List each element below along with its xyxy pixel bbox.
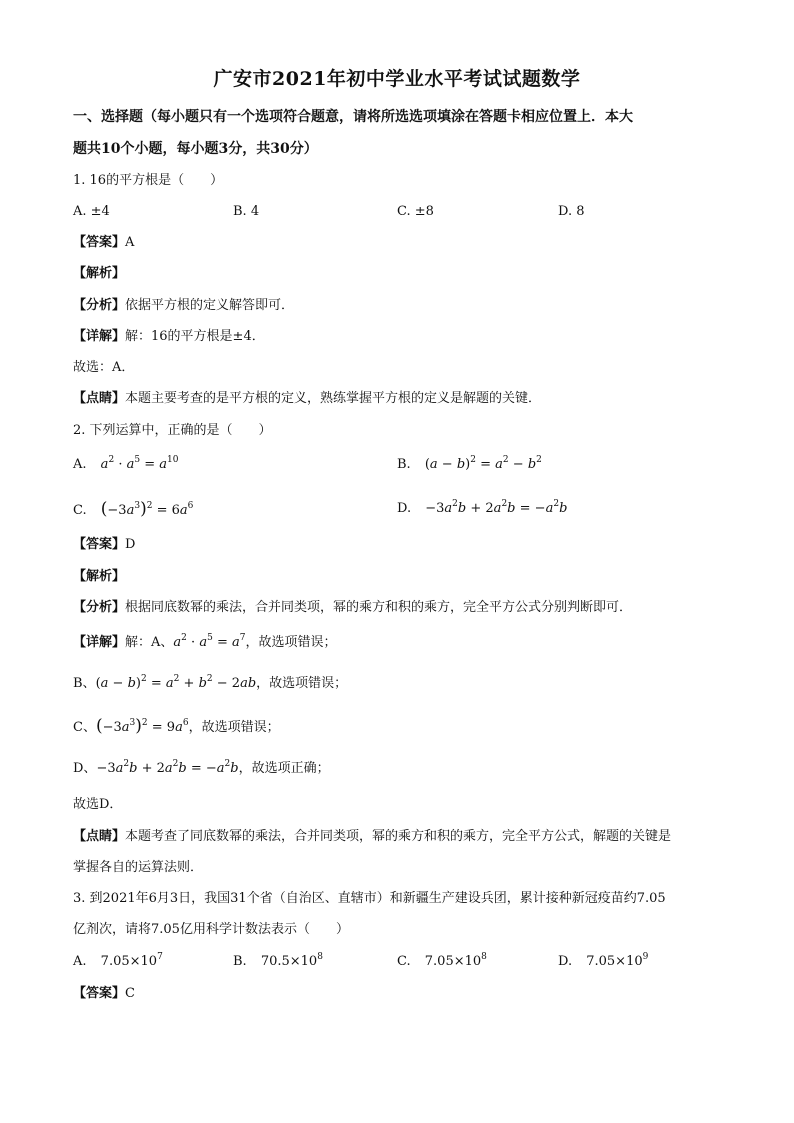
q2-xiangjie-a-formula: $a^2 \cdot a^5 = a^7$ — [173, 633, 246, 650]
q2-xiangjie-b-suffix: ，故选项错误； — [256, 676, 348, 691]
section-heading-line1: 一、选择题（每小题只有一个选项符合题意，请将所选选项填涂在答题卡相应位置上．本大 — [73, 109, 633, 125]
q2-dianjing1: 本题考查了同底数幂的乘法，合并同类项，幂的乘方和积的乘方，完全平方公式，解题的关键是 — [125, 829, 672, 844]
q1-answer: A — [125, 235, 135, 250]
q2-xiangjie-d — [73, 760, 330, 778]
q2-c-prefix: C、 — [73, 720, 96, 735]
q3-option-c — [397, 953, 487, 971]
q2-option-d-label: D. — [397, 501, 412, 516]
q2-xiangjie-b — [73, 675, 347, 693]
q3-option-b-label: B. — [233, 954, 247, 969]
q2-option-c — [73, 500, 193, 520]
q2-xiangjie-c-suffix: ，故选项错误； — [188, 720, 280, 735]
q2-option-d-formula: $-3a^2b + 2a^2b = -a^2b$ — [425, 499, 568, 516]
fenxi-tag: 【分析】 — [73, 298, 126, 313]
q1-fenxi-line — [73, 297, 294, 315]
q1-dianjing-line — [73, 390, 541, 408]
fenxi-tag: 【分析】 — [73, 600, 126, 615]
q2-option-c-label: C. — [73, 503, 87, 518]
q2-answer-line — [73, 536, 135, 554]
q3-stem-line2: 亿剂次，请将7.05亿用科学计数法表示（ ） — [73, 922, 349, 937]
q2-xiangjie-prefix: 解：A、 — [125, 635, 174, 650]
q2-xiangjie-c — [73, 717, 280, 737]
q2-option-b — [397, 456, 542, 474]
q2-b-prefix: B、 — [73, 676, 96, 691]
q2-answer: D — [125, 537, 136, 552]
q3-option-b — [233, 953, 323, 971]
q3-stem-line1: 3. 到2021年6月3日，我国31个省（自治区、直辖市）和新疆生产建设兵团，累计接种新冠疫苗约7.05 — [73, 891, 666, 906]
q2-option-b-formula: $(a - b)^2 = a^2 - b^2$ — [424, 455, 542, 472]
q2-d-prefix: D、 — [73, 761, 97, 776]
q2-stem: 2. 下列运算中，正确的是（ ） — [73, 423, 272, 438]
q1-option-c: C. ±8 — [397, 204, 434, 219]
q2-option-c-formula: $(-3a^3)^2 = 6a^6$ — [100, 499, 194, 519]
q2-option-a-formula: $a^2 \cdot a^5 = a^{10}$ — [100, 455, 179, 472]
answer-tag: 【答案】 — [73, 537, 126, 552]
q3-option-a-formula: $7.05\times 10^7$ — [100, 952, 163, 969]
q1-xiangjie: 解：16的平方根是±4． — [125, 329, 265, 344]
xiangjie-tag: 【详解】 — [73, 635, 126, 650]
q2-xiangjie-d-formula: $-3a^2b + 2a^2b = -a^2b$ — [96, 759, 239, 776]
q3-answer: C — [125, 986, 135, 1001]
dianjing-tag: 【点睛】 — [73, 391, 126, 406]
q3-option-d-formula: $7.05\times 10^9$ — [586, 952, 649, 969]
q3-option-c-label: C. — [397, 954, 411, 969]
answer-tag: 【答案】 — [73, 986, 126, 1001]
q3-option-b-formula: $70.5\times 10^8$ — [260, 952, 323, 969]
q1-answer-line — [73, 234, 134, 252]
q3-option-d-label: D. — [558, 954, 573, 969]
q2-option-a — [73, 456, 178, 474]
q2-dianjing-line1 — [73, 828, 671, 846]
q2-xiangjie-d-suffix: ，故选项正确； — [238, 761, 330, 776]
q1-option-b: B. 4 — [233, 204, 260, 219]
q1-analysis-tag: 【解析】 — [73, 266, 126, 281]
q1-dianjing: 本题主要考查的是平方根的定义，熟练掌握平方根的定义是解题的关键． — [125, 391, 542, 406]
q2-xiangjie-b-formula: $(a - b)^2 = a^2 + b^2 - 2ab$ — [95, 674, 257, 691]
answer-tag: 【答案】 — [73, 235, 126, 250]
q3-option-d — [558, 953, 648, 971]
q2-option-d — [397, 500, 567, 518]
q2-choose: 故选D． — [73, 797, 123, 812]
q1-option-d: D. 8 — [558, 204, 585, 219]
q2-xiangjie-c-formula: $(-3a^3)^2 = 9a^6$ — [95, 716, 189, 736]
q3-option-a — [73, 953, 163, 971]
q3-option-a-label: A. — [73, 954, 87, 969]
page-title: 广安市2021年初中学业水平考试试题数学 — [213, 68, 581, 90]
dianjing-tag: 【点睛】 — [73, 829, 126, 844]
q1-choose: 故选：A． — [73, 360, 135, 375]
q3-answer-line — [73, 985, 135, 1003]
q1-option-a: A. ±4 — [73, 204, 110, 219]
q2-dianjing-line2: 掌握各自的运算法则． — [73, 860, 204, 875]
q2-option-a-label: A. — [73, 457, 87, 472]
q3-option-c-formula: $7.05\times 10^8$ — [424, 952, 487, 969]
q2-option-b-label: B. — [397, 457, 411, 472]
section-heading-line2: 题共10个小题，每小题3分，共30分） — [73, 141, 318, 157]
q1-xiangjie-line — [73, 328, 265, 346]
q1-stem: 1. 16的平方根是（ ） — [73, 173, 224, 188]
q2-analysis-tag: 【解析】 — [73, 569, 126, 584]
q2-xiangjie-a — [73, 634, 337, 652]
q2-fenxi: 根据同底数幂的乘法，合并同类项，幂的乘方和积的乘方，完全平方公式分别判断即可． — [125, 600, 633, 615]
q2-fenxi-line — [73, 599, 632, 617]
q1-fenxi: 依据平方根的定义解答即可． — [125, 298, 295, 313]
q2-xiangjie-a-suffix: ，故选项错误； — [245, 635, 337, 650]
xiangjie-tag: 【详解】 — [73, 329, 126, 344]
